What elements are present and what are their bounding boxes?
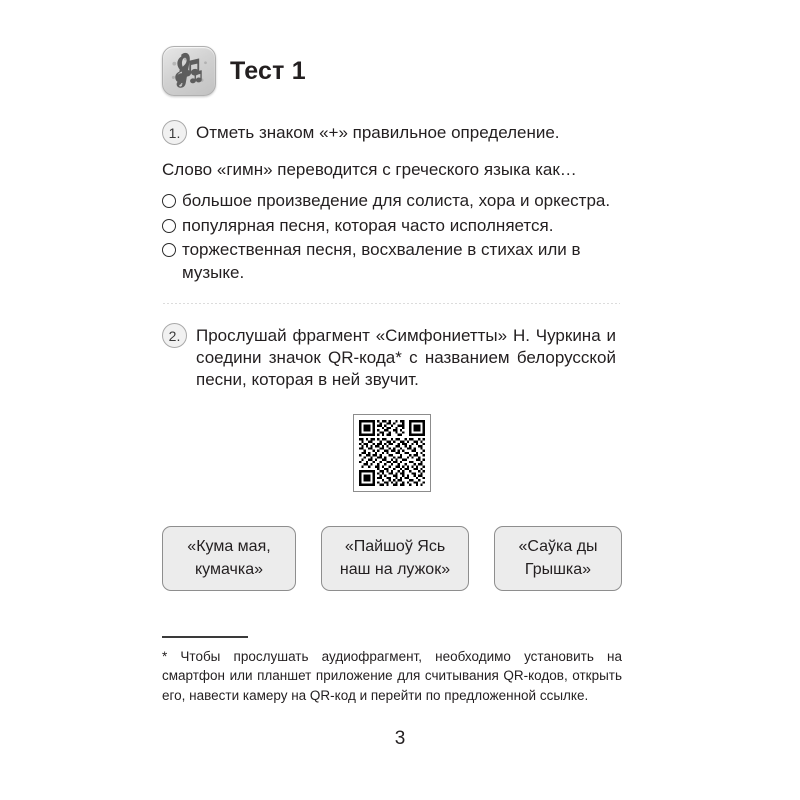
- page-header: [162, 42, 622, 100]
- option-row[interactable]: [162, 215, 622, 238]
- option-row[interactable]: [162, 239, 622, 284]
- answer-button-3[interactable]: «Саўка ды Грышка»: [494, 526, 622, 591]
- section-divider: [162, 303, 620, 304]
- question-1-lead: Слово «гимн» переводится с греческого языка как…: [162, 160, 577, 179]
- question-1-prompt: Отметь знаком «+» правильное определение.: [196, 123, 560, 142]
- question-2-number: 2.: [162, 323, 187, 348]
- option-label: торжественная песня, восхваление в стихах или в музыке.: [182, 240, 581, 282]
- qr-code-container: [162, 414, 622, 492]
- page-title: Тест 1: [230, 56, 306, 85]
- footnote-text: * Чтобы прослушать аудиофрагмент, необходимо установить на смартфон или планшет приложение для считывания QR-кодов, открыть его, навести камеру на QR-код и перейти по предложенной ссылке.: [162, 648, 622, 703]
- answer-button-1[interactable]: «Кума мая, кумачка»: [162, 526, 296, 591]
- question-2-prompt: Прослушай фрагмент «Симфониетты» Н. Чуркина и соедини значок QR-кода* с названием белорусской песни, которая в ней звучит.: [196, 325, 616, 390]
- radio-circle-icon[interactable]: [162, 243, 176, 257]
- radio-circle-icon[interactable]: [162, 219, 176, 233]
- question-2: [162, 323, 622, 392]
- question-1: [162, 120, 622, 145]
- option-label: популярная песня, которая часто исполняется.: [182, 215, 554, 235]
- radio-circle-icon[interactable]: [162, 194, 176, 208]
- content-column: [162, 42, 622, 705]
- answer-options-row: [162, 526, 622, 591]
- answer-button-2[interactable]: «Пайшоў Ясь наш на лужок»: [321, 526, 469, 591]
- footnote-separator: [162, 636, 248, 637]
- option-row[interactable]: [162, 190, 622, 213]
- question-1-number: 1.: [162, 120, 187, 145]
- option-label: большое произведение для солиста, хора и оркестра.: [182, 191, 611, 211]
- qr-code-image[interactable]: [353, 414, 431, 492]
- page-number: 3: [394, 728, 406, 749]
- question-1-options: [162, 190, 622, 284]
- music-notes-icon: [162, 46, 216, 96]
